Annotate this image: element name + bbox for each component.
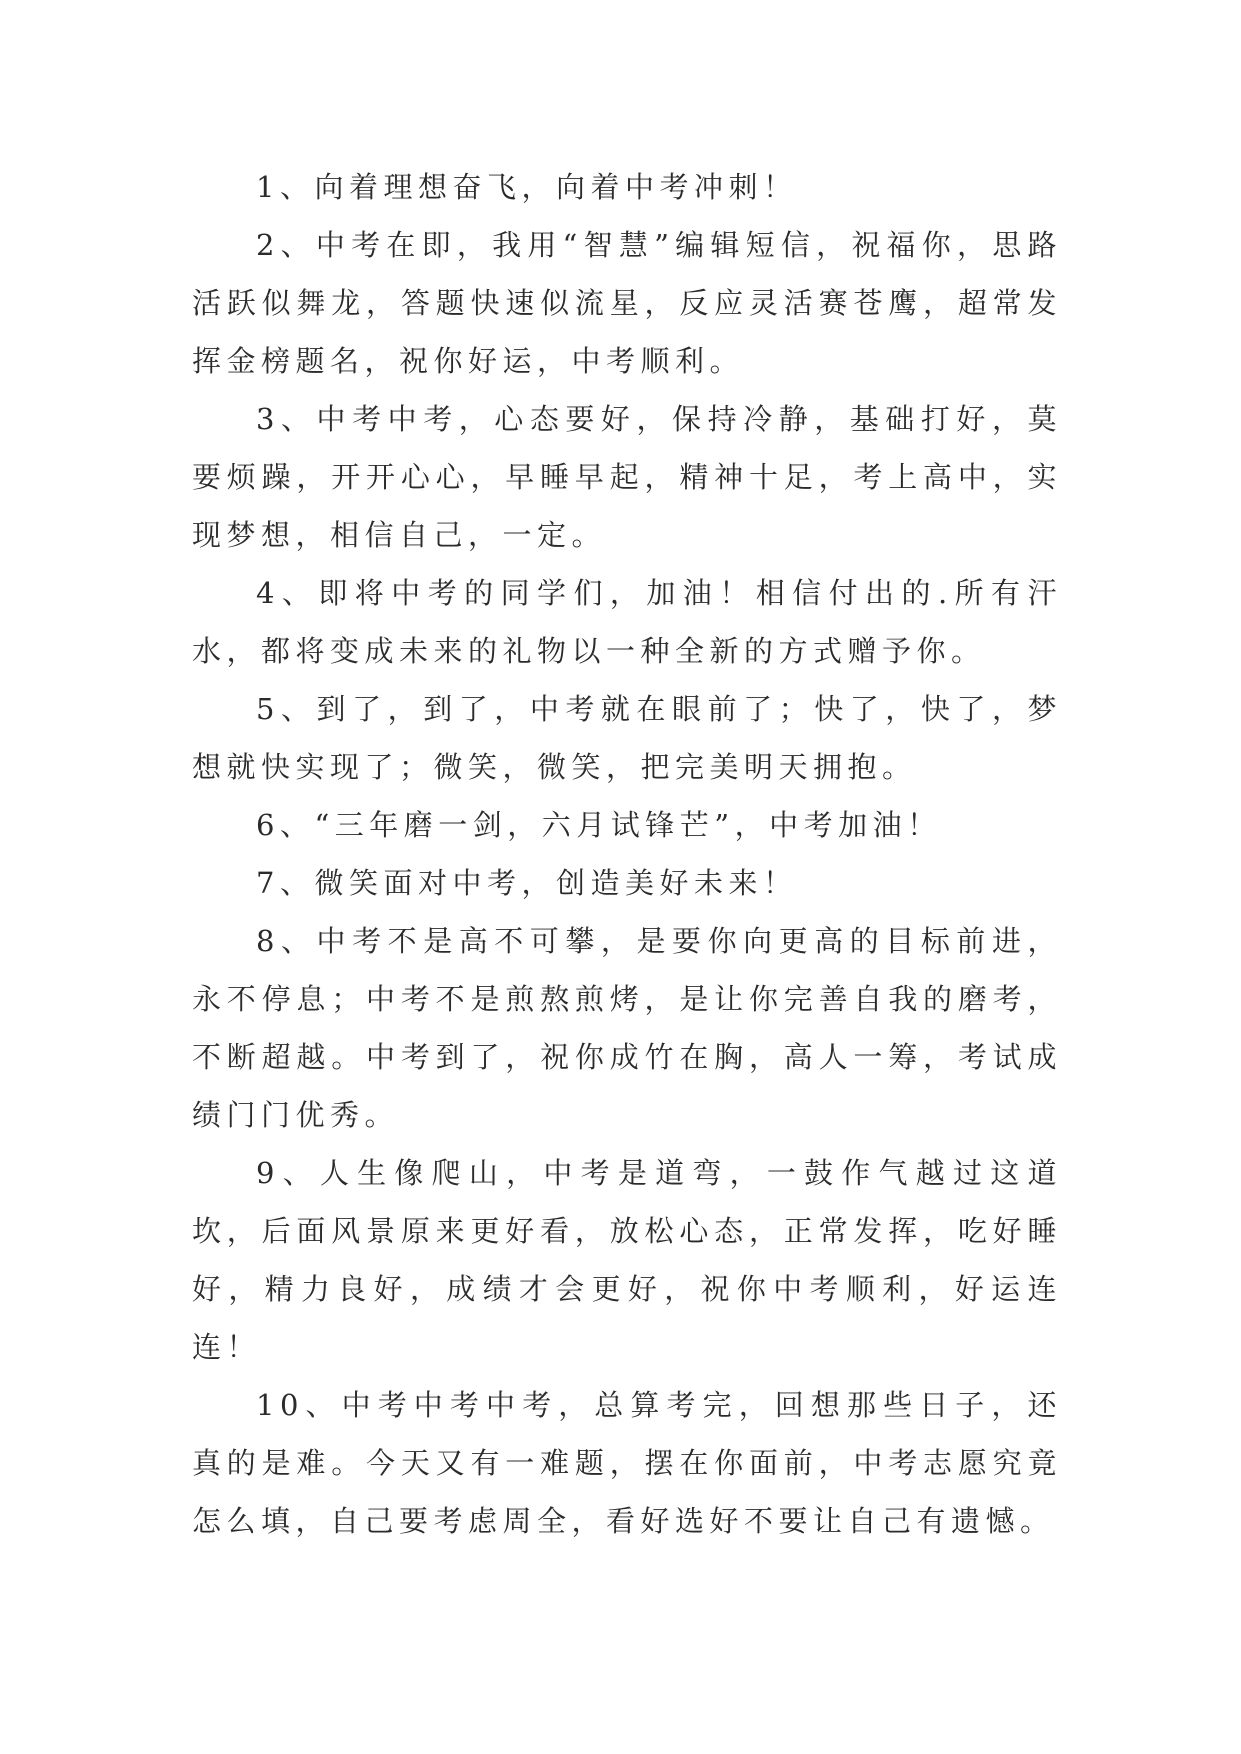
paragraph-4: 4、即将中考的同学们，加油！相信付出的.所有汗水，都将变成未来的礼物以一种全新的方式赠予你。 (192, 576, 1062, 668)
paragraph-6: 6、“三年磨一剑，六月试锋芒”，中考加油！ (256, 808, 942, 842)
paragraph-5: 5、到了，到了，中考就在眼前了；快了，快了，梦想就快实现了；微笑，微笑，把完美明天拥抱。 (192, 692, 1062, 784)
document-body (192, 158, 1062, 1550)
paragraph-2: 2、中考在即，我用“智慧”编辑短信，祝福你，思路活跃似舞龙，答题快速似流星，反应灵活赛苍鹰，超常发挥金榜题名，祝你好运，中考顺利。 (192, 228, 1062, 378)
paragraph-10: 10、中考中考中考，总算考完，回想那些日子，还真的是难。今天又有一难题，摆在你面前，中考志愿究竟怎么填，自己要考虑周全，看好选好不要让自己有遗憾。 (192, 1388, 1062, 1538)
paragraph-7: 7、微笑面对中考，创造美好未来！ (256, 866, 798, 900)
paragraph-1: 1、向着理想奋飞，向着中考冲刺！ (256, 170, 798, 204)
paragraph-3: 3、中考中考，心态要好，保持冷静，基础打好，莫要烦躁，开开心心，早睡早起，精神十足，考上高中，实现梦想，相信自己，一定。 (192, 402, 1062, 552)
paragraph-9: 9、人生像爬山，中考是道弯，一鼓作气越过这道坎，后面风景原来更好看，放松心态，正常发挥，吃好睡好，精力良好，成绩才会更好，祝你中考顺利，好运连连！ (192, 1156, 1062, 1364)
paragraph-8: 8、中考不是高不可攀，是要你向更高的目标前进，永不停息；中考不是煎熬煎烤，是让你完善自我的磨考，不断超越。中考到了，祝你成竹在胸，高人一筹，考试成绩门门优秀。 (192, 924, 1062, 1132)
